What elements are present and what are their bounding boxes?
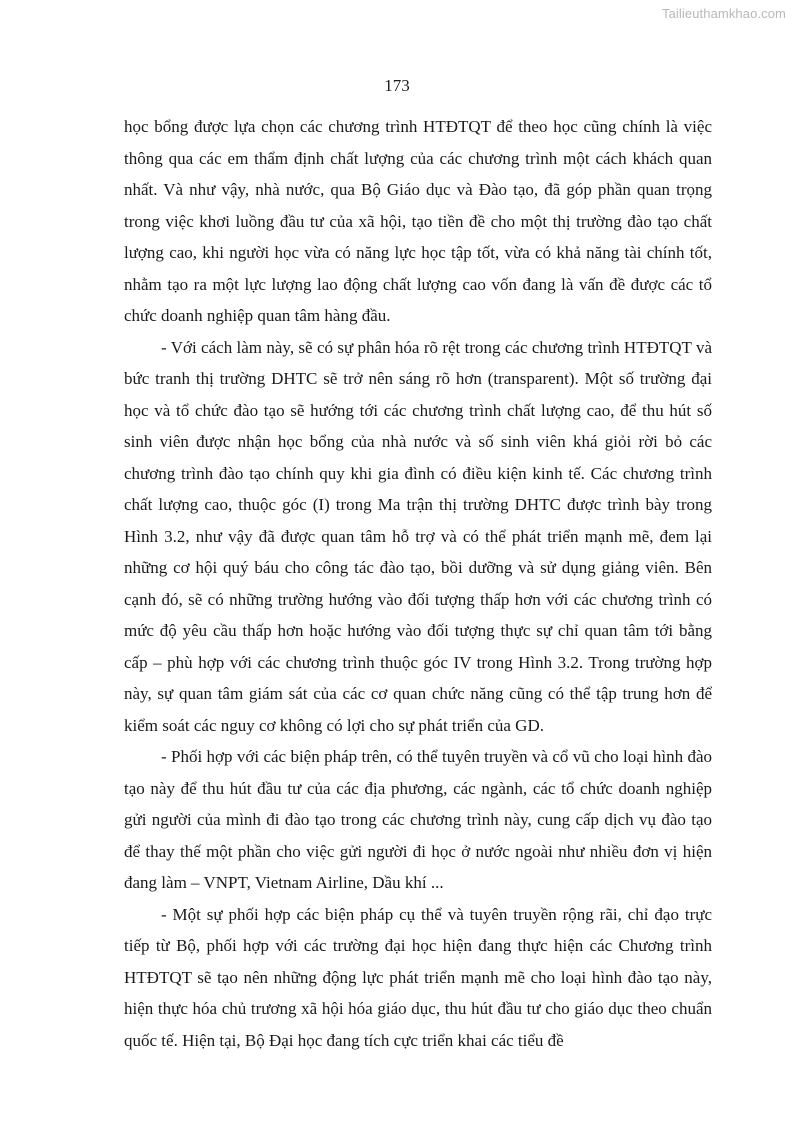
- paragraph-bullet-promotion: - Phối hợp với các biện pháp trên, có thể tuyên truyền và cổ vũ cho loại hình đào tạo này để thu hút đầu tư của các địa phương, các ngành, các tổ chức doanh nghiệp gửi người của mình đi đào tạo trong các chương trình này, cung cấp dịch vụ đào tạo để thay thế một phần cho việc gửi người đi học ở nước ngoài như nhiều đơn vị hiện đang làm – VNPT, Vietnam Airline, Dầu khí ...: [124, 747, 712, 892]
- paragraph-bullet-coordination: - Một sự phối hợp các biện pháp cụ thể và tuyên truyền rộng rãi, chỉ đạo trực tiếp từ Bộ, phối hợp với các trường đại học hiện đang thực hiện các Chương trình HTĐTQT sẽ tạo nên những động lực phát triển mạnh mẽ cho loại hình đào tạo này, hiện thực hóa chủ trương xã hội hóa giáo dục, thu hút đầu tư cho giáo dục theo chuẩn quốc tế. Hiện tại, Bộ Đại học đang tích cực triển khai các tiểu đề: [124, 904, 712, 1050]
- paragraph-bullet-differentiation: - Với cách làm này, sẽ có sự phân hóa rõ rệt trong các chương trình HTĐTQT và bức tranh thị trường DHTC sẽ trở nên sáng rõ hơn (transparent). Một số trường đại học và tổ chức đào tạo sẽ hướng tới các chương trình chất lượng cao, để thu hút số sinh viên được nhận học bổng của nhà nước và số sinh viên khá giỏi rời bỏ các chương trình đào tạo chính quy khi gia đình có điều kiện kinh tế. Các chương trình chất lượng cao, thuộc góc (I) trong Ma trận thị trường DHTC được trình bày trong Hình 3.2, như vậy đã được quan tâm hỗ trợ và có thể phát triển mạnh mẽ, đem lại những cơ hội quý báu cho công tác đào tạo, bồi dưỡng và sử dụng giảng viên. Bên cạnh đó, sẽ có những trường hướng vào đối tượng thấp hơn với các chương trình có mức độ yêu cầu thấp hơn hoặc hướng vào đối tượng thực sự chỉ quan tâm tới bằng cấp – phù hợp với các chương trình thuộc góc IV trong Hình 3.2. Trong trường hợp này, sự quan tâm giám sát của các cơ quan chức năng cũng có thể tập trung hơn để kiểm soát các nguy cơ không có lợi cho sự phát triển của GD.: [124, 337, 712, 735]
- page-number: 173: [384, 76, 410, 95]
- paragraph-continuation: học bổng được lựa chọn các chương trình HTĐTQT để theo học cũng chính là việc thông qua các em thẩm định chất lượng của các chương trình một cách khách quan nhất. Và như vậy, nhà nước, qua Bộ Giáo dục và Đào tạo, đã góp phần quan trọng trong việc khơi luồng đầu tư của xã hội, tạo tiền đề cho một thị trường đào tạo chất lượng cao, khi người học vừa có năng lực học tập tốt, vừa có khả năng tài chính tốt, nhằm tạo ra một lực lượng lao động chất lượng cao vốn đang là vấn đề được các tổ chức doanh nghiệp quan tâm hàng đầu.: [124, 117, 712, 325]
- watermark: Tailieuthamkhao.com: [661, 6, 786, 21]
- document-body: [124, 111, 712, 1056]
